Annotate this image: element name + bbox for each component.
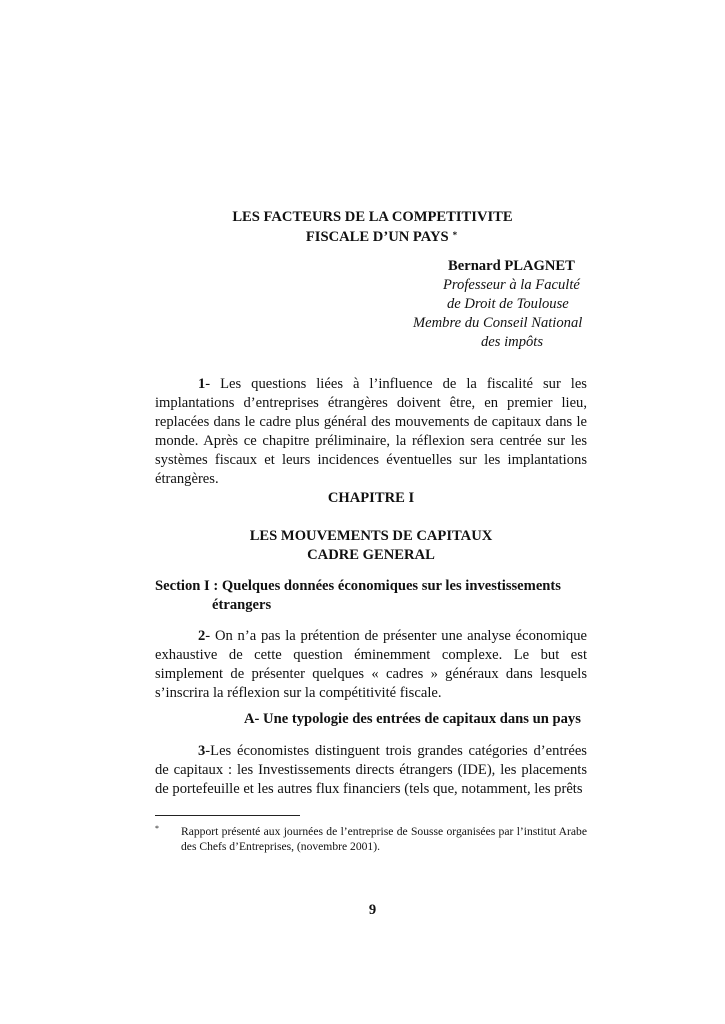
footnote bbox=[155, 824, 587, 854]
footnote-divider bbox=[155, 815, 300, 816]
author-name: Bernard PLAGNET bbox=[448, 258, 575, 274]
paragraph-1 bbox=[155, 375, 587, 489]
document-title bbox=[0, 207, 725, 247]
paragraph-2 bbox=[155, 627, 587, 703]
section-heading-line-1: Section I : Quelques données économiques sur les investissements bbox=[155, 578, 561, 594]
title-footnote-marker: * bbox=[452, 230, 458, 240]
paragraph-2-text: - On n’a pas la prétention de présenter une analyse économique exhaustive de cette question éminemment complexe. Le but est simplement de présenter quelques « cadres » généraux dans lesquels s’inscrira la réflexion sur la compétitivité fiscale. bbox=[155, 628, 587, 701]
title-line-2 bbox=[0, 227, 725, 247]
page-number: 9 bbox=[368, 902, 377, 918]
author-role-2: de Droit de Toulouse bbox=[447, 296, 569, 312]
title-line-1: LES FACTEURS DE LA COMPETITIVITE bbox=[232, 209, 513, 225]
footnote-text: Rapport présenté aux journées de l’entreprise de Sousse organisées par l’institut Arabe des Chefs d’Entreprises, (novembre 2001). bbox=[181, 825, 587, 853]
subsection-heading: A- Une typologie des entrées de capitaux dans un pays bbox=[244, 711, 581, 727]
chapter-title bbox=[155, 527, 587, 565]
author-block bbox=[400, 257, 600, 352]
paragraph-3 bbox=[155, 742, 587, 799]
paragraph-2-number: 2 bbox=[198, 628, 206, 644]
paragraph-1-text: - Les questions liées à l’influence de la fiscalité sur les implantations d’entreprises étrangères doivent être, en premier lieu, replacées dans le cadre plus général des mouvements de capitaux dans le monde. Après ce chapitre préliminaire, la réflexion sera centrée sur les systèmes fiscaux et leurs incidences éventuelles sur les implantations étrangères. bbox=[155, 376, 587, 487]
section-heading bbox=[155, 577, 595, 615]
paragraph-3-text: -Les économistes distinguent trois grandes catégories d’entrées de capitaux : les Investissements directs étrangers (IDE), les placements de portefeuille et les autres flux financiers (tels que, notamment, les prêts bbox=[155, 743, 587, 797]
author-role-1: Professeur à la Faculté bbox=[443, 277, 580, 293]
author-role-3: Membre du Conseil National bbox=[413, 315, 583, 331]
author-role-4: des impôts bbox=[481, 334, 544, 350]
chapter-title-line-2: CADRE GENERAL bbox=[307, 547, 435, 563]
section-heading-line-2: étrangers bbox=[212, 597, 272, 613]
paragraph-1-number: 1 bbox=[198, 376, 206, 392]
paragraph-3-number: 3 bbox=[198, 743, 206, 759]
footnote-marker: * bbox=[155, 824, 159, 833]
chapter-heading: CHAPITRE I bbox=[327, 490, 415, 506]
chapter-title-line-1: LES MOUVEMENTS DE CAPITAUX bbox=[249, 528, 493, 544]
title-line-2-text: FISCALE D’UN PAYS bbox=[305, 229, 449, 245]
